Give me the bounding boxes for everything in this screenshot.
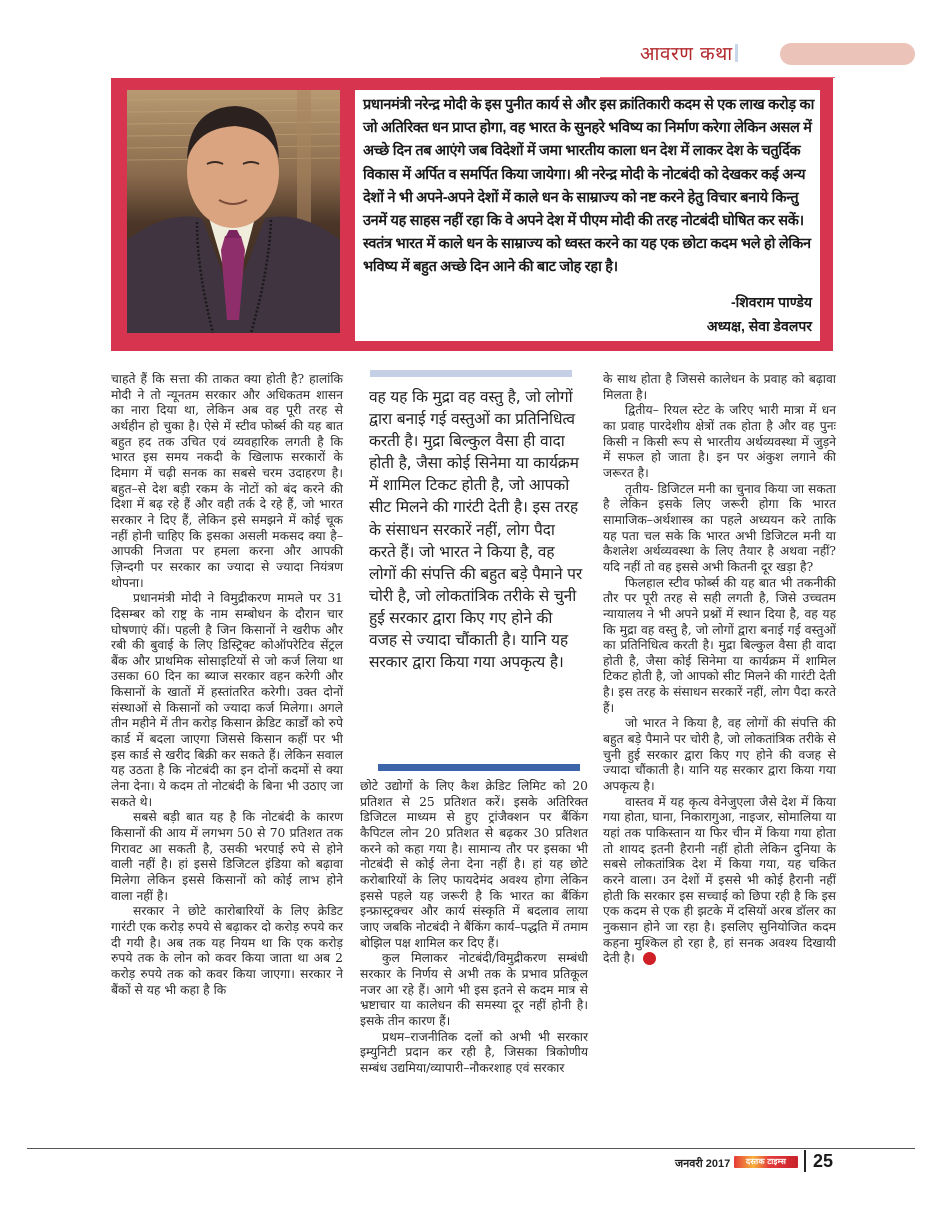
paragraph-last: [603, 795, 836, 967]
paragraph: द्वितीय– रियल स्टेट के जरिए भारी मात्रा में धन का प्रवाह पारदेशीय क्षेत्रों तक होता है और वह पुनः किसी न किसी रूप से भारतीय अर्थव्यवस्था में जुड़ने में सफल हो जाता है। इन पर अंकुश लगाने की जरूरत है।: [603, 403, 836, 480]
pull-quote: वह यह कि मुद्रा वह वस्तु है, जो लोगों द्वारा बनाई गई वस्तुओं का प्रतिनिधित्व करती है। मुद्रा बिल्कुल वैसा ही वादा होती है, जैसा कोई सिनेमा या कार्यक्रम में शामिल टिकट होती है, जो आपको सीट मिलने की गारंटी देती है। इस तरह के संसाधन सरकारें नहीं, लोग पैदा करते हैं। जो भारत ने किया है, वह लोगों की संपत्ति की बहुत बड़े पैमाने पर चोरी है, जो लोकतांत्रिक तरीके से चुनी हुई सरकार द्वारा किए गए होने की वजह से ज्यादा चौंकाती है। यानि यह सरकार द्वारा किया गया अपकृत्य है।: [369, 388, 582, 672]
paragraph: छोटे उद्योगों के लिए कैश क्रेडिट लिमिट को 20 प्रतिशत से 25 प्रतिशत करें। इसके अतिरिक्त डिजिटल माध्यम से हुए ट्रांजैक्शन पर बैंकिंग कैपिटल लोन 20 प्रतिशत से बढ़कर 30 प्रतिशत करने को कहा गया है। सामान्य तौर पर इसका भी नोटबंदी से कोई लेना देना नहीं है। हां यह छोटे करोबारियों के लिए फायदेमंद अवश्य होगा लेकिन इससे पहले यह जरूरी है कि भारत का बैंकिंग इन्फ्रास्ट्रक्चर और कार्य संस्कृति में बदलाव लाया जाए जबकि नोटबंदी ने बैंकिंग कार्य–पद्धति में तमाम बोझिल पक्ष शामिल कर दिए हैं।: [360, 779, 588, 950]
article-column-3: [603, 372, 836, 967]
header-decorative-pill: [780, 43, 915, 65]
page-number: 25: [813, 1151, 834, 1171]
portrait-image-icon: [127, 90, 340, 333]
footer-rule: [27, 1148, 915, 1149]
paragraph: सरकार ने छोटे कारोबारियों के लिए क्रेडिट गारंटी एक करोड़ रुपये से बढ़ाकर दो करोड़ रुपये कर दी गयी है। अब तक यह नियम था कि एक करोड़ रुपये तक के लोन को कवर किया जाता था अब 2 करोड़ रुपये तक को कवर किया जाएगा। सरकार ने बैंकों से यह भी कहा है कि: [111, 904, 343, 997]
paragraph: फिलहाल स्टीव फोर्ब्स की यह बात भी तकनीकी तौर पर पूरी तरह से सही लगती है, जिसे उच्चतम न्यायालय ने भी अपने प्रश्नों में स्थान दिया है, वह यह कि मुद्रा वह वस्तु है, जो लोगों द्वारा बनाई गई वस्तुओं का प्रतिनिधित्व करती है। मुद्रा बिल्कुल वैसा ही वादा होती है, जैसा कोई सिनेमा या कार्यक्रम में शामिल टिकट होती है, जो आपको सीट मिलने की गारंटी देती है। इस तरह के संसाधन सरकारें नहीं, लोग पैदा करते हैं।: [603, 575, 836, 715]
magazine-logo-text: दस्तक टाइम्स: [745, 1157, 787, 1166]
quote-panel: [355, 90, 820, 341]
author-name: -शिवराम पाण्डेय: [730, 294, 812, 310]
paragraph: कुल मिलाकर नोटबंदी/विमुद्रीकरण सम्बंधी सरकार के निर्णय से अभी तक के प्रभाव प्रतिकूल नजर आ रहे हैं। आगे भी इस इतने से कदम मात्र से भ्रष्टाचार या कालेधन की समस्या दूर नहीं होनी है। इसके तीन कारण हैं।: [360, 951, 588, 1028]
magazine-logo: [734, 1156, 798, 1168]
pull-quote-top-bar: [370, 370, 572, 377]
paragraph: प्रथम–राजनीतिक दलों को अभी भी सरकार इम्युनिटी प्रदान कर रही है, जिसका त्रिकोणीय सम्बंध उद्यमिया/व्यापारी–नौकरशाह एवं सरकार: [360, 1029, 588, 1075]
author-photo: [127, 90, 340, 333]
paragraph: प्रधानमंत्री मोदी ने विमुद्रीकरण मामले पर 31 दिसम्बर को राष्ट्र के नाम सम्बोधन के दौरान चार घोषणाएं कीं। पहली है जिन किसानों ने खरीफ और रबी की बुवाई के लिए डिस्ट्रिक्ट कोऑपरेटिव सेंट्रल बैंक और प्राथमिक सोसाइटियों से जो कर्ज लिया था उसका 60 दिन का ब्याज सरकार वहन करेगी और किसानों के खातों में हस्तांतरित करेगी। उक्त दोनों संस्थाओं से किसानों को ज्यादा कर्ज मिलेगा। अगले तीन महीने में तीन करोड़ किसान क्रेडिट कार्डों को रुपे कार्ड में बदला जाएगा जिससे किसान कहीं पर भी इस कार्ड से खरीद बिक्री कर सकते हैं। लेकिन सवाल यह उठता है कि नोटबंदी का इन दोनों कदमों से क्या लेना देना। ये कदम तो नोटबंदी के बिना भी उठाए जा सकते थे।: [111, 591, 343, 809]
issue-date: जनवरी 2017: [675, 1158, 731, 1170]
paragraph-text: वास्तव में यह कृत्य वेनेजुएला जैसे देश में किया गया होता, घाना, निकारागुआ, नाइजर, सोमालिया या यहां तक पाकिस्तान या फिर चीन में किया गया होता तो शायद इतनी हैरानी नहीं होती लेकिन दुनिया के सबसे लोकतांत्रिक देश में किया गया, यह चकित करने वाला। उन देशों में इससे भी कोई हैरानी नहीं होती कि सरकार इस सच्चाई को छिपा रही है कि इस एक कदम से एक ही झटके में दसियों अरब डॉलर का नुकसान होने जा रहा है। इसलिए सुनियोजित कदम कहना मुश्किल हो रहा है, हां सनक अवश्य दिखायी देती है।: [603, 794, 836, 966]
article-column-1: [111, 372, 343, 998]
quote-attribution: [707, 290, 812, 338]
end-of-article-dot-icon: [643, 952, 656, 965]
section-title: आवरण कथा: [640, 43, 733, 65]
paragraph: जो भारत ने किया है, वह लोगों की संपत्ति की बहुत बड़े पैमाने पर चोरी है, जो लोकतांत्रिक तरीके से चुनी हुई सरकार द्वारा किए गए होने की वजह से ज्यादा चौंकाती है। यानि यह सरकार द्वारा किया गया अपकृत्य है।: [603, 716, 836, 794]
paragraph: सबसे बड़ी बात यह है कि नोटबंदी के कारण किसानों की आय में लगभग 50 से 70 प्रतिशत तक गिरावट आ सकती है, उसकी भरपाई रुपे से होने वाली नहीं है। हां इससे डिजिटल इंडिया को बढ़ावा मिलेगा लेकिन इससे किसानों को कोई लाभ होने वाला नहीं है।: [111, 810, 343, 903]
pull-quote-bottom-bar: [378, 764, 580, 771]
paragraph: चाहते हैं कि सत्ता की ताकत क्या होती है? हालांकि मोदी ने तो न्यूनतम सरकार और अधिकतम शासन का नारा दिया था, लेकिन अब वह पूरी तरह से अर्थहीन हो चुका है। ऐसे में स्टीव फोर्ब्स की यह बात बहुत हद तक उचित एवं व्यवहारिक लगती है कि भारत इस समय नकदी के खिलाफ सरकारों के दिमाग में चढ़ी सनक का सबसे चरम उदाहरण है। बहुत–से देश बड़ी रकम के नोटों को बंद करने की दिशा में बढ़ रहे हैं और वही तर्क दे रहे हैं, जो भारत सरकार ने दिए हैं, लेकिन इसे समझने में कोई चूक नहीं होनी चाहिए कि इसका असली मकसद क्या है– आपकी निजता पर हमला करना और आपकी ज़िन्दगी पर सरकार का ज्यादा से ज्यादा नियंत्रण थोपना।: [111, 372, 343, 590]
article-column-2: [360, 779, 588, 1076]
section-title-divider: [735, 44, 738, 62]
paragraph: तृतीय- डिजिटल मनी का चुनाव किया जा सकता है लेकिन इसके लिए जरूरी होगा कि भारत सामाजिक–अर्थशास्त्र का पहले अध्ययन करे ताकि यह पता चल सके कि भारत अभी डिजिटल मनी या कैशलेश अर्थव्यवस्था के लिए तैयार है अथवा नहीं? यदि नहीं तो वह इससे अभी कितनी दूर खड़ा है?: [603, 481, 836, 574]
author-title: अध्यक्ष, सेवा डेवलपर: [706, 318, 812, 334]
paragraph: के साथ होता है जिससे कालेधन के प्रवाह को बढ़ावा मिलता है।: [603, 372, 836, 402]
quote-text: प्रधानमंत्री नरेन्द्र मोदी के इस पुनीत कार्य से और इस क्रांतिकारी कदम से एक लाख करोड़ का जो अतिरिक्त धन प्राप्त होगा, वह भारत के सुनहरे भविष्य का निर्माण करेगा लेकिन असल में अच्छे दिन तब आएंगे जब विदेशों में जमा भारतीय काला धन देश में लाकर देश के चतुर्दिक विकास में अर्पित व समर्पित किया जायेगा। श्री नरेन्द्र मोदी के नोटबंदी को देखकर कई अन्य देशों ने भी अपने-अपने देशों में काले धन के साम्राज्य को नष्ट करने हेतु विचार बनाये किन्तु उनमें यह साहस नहीं रहा कि वे अपने देश में पीएम मोदी की तरह नोटबंदी घोषित कर सकें। स्वतंत्र भारत में काले धन के साम्राज्य को ध्वस्त करने का यह एक छोटा कदम भले हो लेकिन भविष्य में बहुत अच्छे दिन आने की बाट जोह रहा है।: [363, 97, 815, 276]
footer-divider: [804, 1150, 806, 1172]
